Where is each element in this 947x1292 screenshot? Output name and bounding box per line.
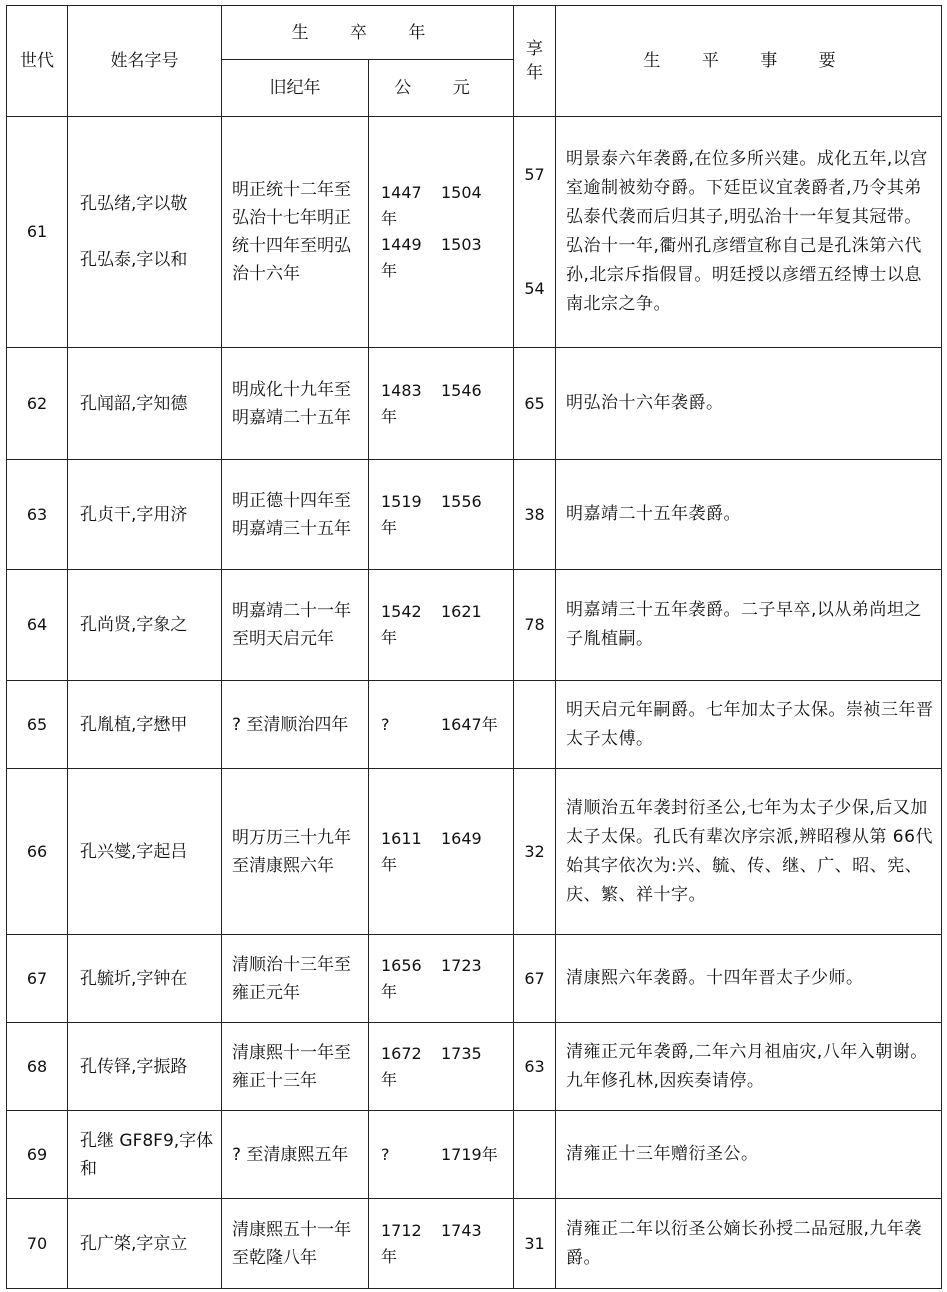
generation-cell: 63 [7, 460, 68, 570]
old-calendar-cell: ? 至清顺治四年 [222, 681, 369, 769]
notes-cell: 清雍正二年以衍圣公嫡长孙授二品冠服,九年袭爵。 [556, 1199, 942, 1289]
death-year: 1719年 [441, 1144, 498, 1164]
birth-year: 1519 [381, 491, 422, 511]
old-calendar-cell: 明嘉靖二十一年至明天启元年 [222, 570, 369, 681]
name-cell [68, 1111, 222, 1199]
person-name: 孔闻韶,字知德 [80, 393, 188, 414]
table-row [7, 681, 942, 769]
table-row [7, 1199, 942, 1289]
header-name: 姓名字号 [68, 6, 222, 117]
ce-cell [369, 1111, 514, 1199]
age-value: 78 [524, 615, 545, 634]
age-cell [514, 1199, 556, 1289]
ce-cell [369, 348, 514, 460]
old-calendar-cell: ? 至清康熙五年 [222, 1111, 369, 1199]
notes-cell: 明景泰六年袭爵,在位多所兴建。成化五年,以宫室逾制被劾夺爵。下廷臣议宜袭爵者,乃令其弟弘泰代袭而后归其子,明弘治十一年复其冠带。弘治十一年,衢州孔彦缙宣称自己是孔洙第六代孙,北宗斥指假冒。明廷授以彦缙五经博士以息南北宗之争。 [556, 117, 942, 348]
old-calendar-cell: 明正德十四年至明嘉靖三十五年 [222, 460, 369, 570]
genealogy-table [6, 5, 942, 1289]
notes-cell: 清雍正十三年赠衍圣公。 [556, 1111, 942, 1199]
person-name: 孔传铎,字振路 [80, 1056, 188, 1077]
header-ce: 公 元 [369, 60, 514, 117]
ce-years [381, 1244, 513, 1270]
ce-years [381, 515, 513, 541]
notes-cell: 清康熙六年袭爵。十四年晋太子少师。 [556, 935, 942, 1023]
name-cell [68, 1199, 222, 1289]
ce-years [381, 599, 513, 625]
ce-years [381, 180, 513, 206]
generation-cell: 65 [7, 681, 68, 769]
ce-years [381, 979, 513, 1005]
table-row [7, 117, 942, 348]
ce-years [381, 1142, 513, 1168]
name-cell [68, 570, 222, 681]
person-name: 孔弘绪,字以敬 [80, 194, 188, 214]
generation-cell: 67 [7, 935, 68, 1023]
death-year: 1621 [441, 602, 482, 621]
death-year: 1503 [441, 235, 482, 254]
ce-years [381, 712, 513, 738]
birth-year: 年 [381, 854, 398, 874]
death-year: 1546 [441, 380, 482, 400]
old-calendar-cell: 明成化十九年至明嘉靖二十五年 [222, 348, 369, 460]
age-value: 67 [524, 968, 545, 988]
header-generation: 世代 [7, 6, 68, 117]
name-cell [68, 935, 222, 1023]
death-year: 1649 [441, 828, 482, 848]
generation-cell: 62 [7, 348, 68, 460]
person-name: 孔继 GF8F9,字体和 [80, 1130, 214, 1179]
ce-years [381, 852, 513, 878]
birth-year: 年 [381, 981, 398, 1001]
name-cell [68, 681, 222, 769]
birth-year: 1656 [381, 955, 422, 975]
ce-cell [369, 570, 514, 681]
ce-cell [369, 769, 514, 935]
age-cell [514, 681, 556, 769]
birth-year: 1449 [381, 235, 422, 254]
name-cell [68, 769, 222, 935]
person-name: 孔广棨,字京立 [80, 1233, 188, 1254]
death-year: 1735 [441, 1043, 482, 1063]
header-life: 生 卒 年 [222, 6, 514, 60]
person-name: 孔贞干,字用济 [80, 504, 188, 525]
generation-cell: 69 [7, 1111, 68, 1199]
old-calendar-cell: 清顺治十三年至雍正元年 [222, 935, 369, 1023]
ce-cell [369, 681, 514, 769]
generation-cell: 68 [7, 1023, 68, 1111]
generation-cell: 70 [7, 1199, 68, 1289]
generation-cell: 64 [7, 570, 68, 681]
age-cell [514, 117, 556, 348]
ce-years [381, 489, 513, 515]
age-value: 31 [524, 1233, 545, 1253]
ce-cell [369, 1023, 514, 1111]
birth-year: 年 [381, 517, 398, 537]
ce-years [381, 625, 513, 651]
table-row [7, 935, 942, 1023]
age-value: 57 [524, 165, 545, 184]
birth-year: 1542 [381, 602, 422, 621]
name-cell [68, 1023, 222, 1111]
notes-cell: 清顺治五年袭封衍圣公,七年为太子少保,后又加太子太保。孔氏有辈次序宗派,辨昭穆从第 66代始其字依次为:兴、毓、传、继、广、昭、宪、庆、繁、祥十字。 [556, 769, 942, 935]
ce-years [381, 1218, 513, 1244]
table-row [7, 769, 942, 935]
ce-years [381, 1041, 513, 1067]
generation-cell: 66 [7, 769, 68, 935]
birth-year: 1712 [381, 1220, 422, 1240]
ce-years [381, 953, 513, 979]
birth-year: 年 [381, 209, 398, 228]
old-calendar-cell: 清康熙十一年至雍正十三年 [222, 1023, 369, 1111]
birth-year: 1447 [381, 183, 422, 202]
table-row [7, 1111, 942, 1199]
notes-cell: 明弘治十六年袭爵。 [556, 348, 942, 460]
age-cell [514, 570, 556, 681]
ce-cell [369, 935, 514, 1023]
person-name: 孔兴燮,字起吕 [80, 841, 188, 862]
age-value: 32 [524, 841, 545, 861]
ce-years [381, 378, 513, 404]
table-row [7, 348, 942, 460]
old-calendar-cell: 明万历三十九年至清康熙六年 [222, 769, 369, 935]
ce-years [381, 258, 513, 284]
notes-cell: 明嘉靖三十五年袭爵。二子早卒,以从弟尚坦之子胤植嗣。 [556, 570, 942, 681]
notes-cell: 明天启元年嗣爵。七年加太子太保。崇祯三年晋太子太傅。 [556, 681, 942, 769]
birth-year: 年 [381, 406, 398, 426]
age-cell [514, 769, 556, 935]
table-row [7, 460, 942, 570]
birth-year: 1483 [381, 380, 422, 400]
age-cell [514, 1111, 556, 1199]
ce-years [381, 1067, 513, 1093]
death-year: 1504 [441, 183, 482, 202]
person-name: 孔弘泰,字以和 [80, 250, 188, 270]
old-calendar-cell: 明正统十二年至弘治十七年明正统十四年至明弘治十六年 [222, 117, 369, 348]
table-row [7, 570, 942, 681]
name-cell [68, 117, 222, 348]
header-old-calendar: 旧纪年 [222, 60, 369, 117]
birth-year: 1672 [381, 1043, 422, 1063]
notes-cell: 清雍正元年袭爵,二年六月祖庙灾,八年入朝谢。九年修孔林,因疾奏请停。 [556, 1023, 942, 1111]
old-calendar-cell: 清康熙五十一年至乾隆八年 [222, 1199, 369, 1289]
birth-year: 年 [381, 1246, 398, 1266]
ce-cell [369, 117, 514, 348]
death-year: 1647年 [441, 714, 498, 734]
name-cell [68, 348, 222, 460]
age-cell [514, 1023, 556, 1111]
birth-year: ? [381, 714, 390, 734]
ce-years [381, 404, 513, 430]
age-cell [514, 460, 556, 570]
generation-cell: 61 [7, 117, 68, 348]
death-year: 1723 [441, 955, 482, 975]
death-year: 1556 [441, 491, 482, 511]
birth-year: 年 [381, 628, 398, 647]
age-cell [514, 348, 556, 460]
ce-years [381, 206, 513, 232]
name-cell [68, 460, 222, 570]
death-year: 1743 [441, 1220, 482, 1240]
table-row [7, 1023, 942, 1111]
age-value: 54 [524, 279, 545, 298]
age-value: 38 [524, 504, 545, 524]
ce-years [381, 826, 513, 852]
person-name: 孔胤植,字懋甲 [80, 714, 188, 735]
person-name: 孔尚贤,字象之 [80, 615, 188, 635]
birth-year: 年 [381, 1069, 398, 1089]
age-value: 63 [524, 1056, 545, 1076]
header-age: 享 年 [514, 6, 556, 117]
birth-year: 年 [381, 261, 398, 280]
ce-years [381, 232, 513, 258]
ce-cell [369, 1199, 514, 1289]
birth-year: ? [381, 1144, 390, 1164]
person-name: 孔毓圻,字钟在 [80, 968, 188, 989]
age-cell [514, 935, 556, 1023]
ce-cell [369, 460, 514, 570]
header-notes: 生 平 事 要 [556, 6, 942, 117]
notes-cell: 明嘉靖二十五年袭爵。 [556, 460, 942, 570]
birth-year: 1611 [381, 828, 422, 848]
age-value: 65 [524, 393, 545, 413]
